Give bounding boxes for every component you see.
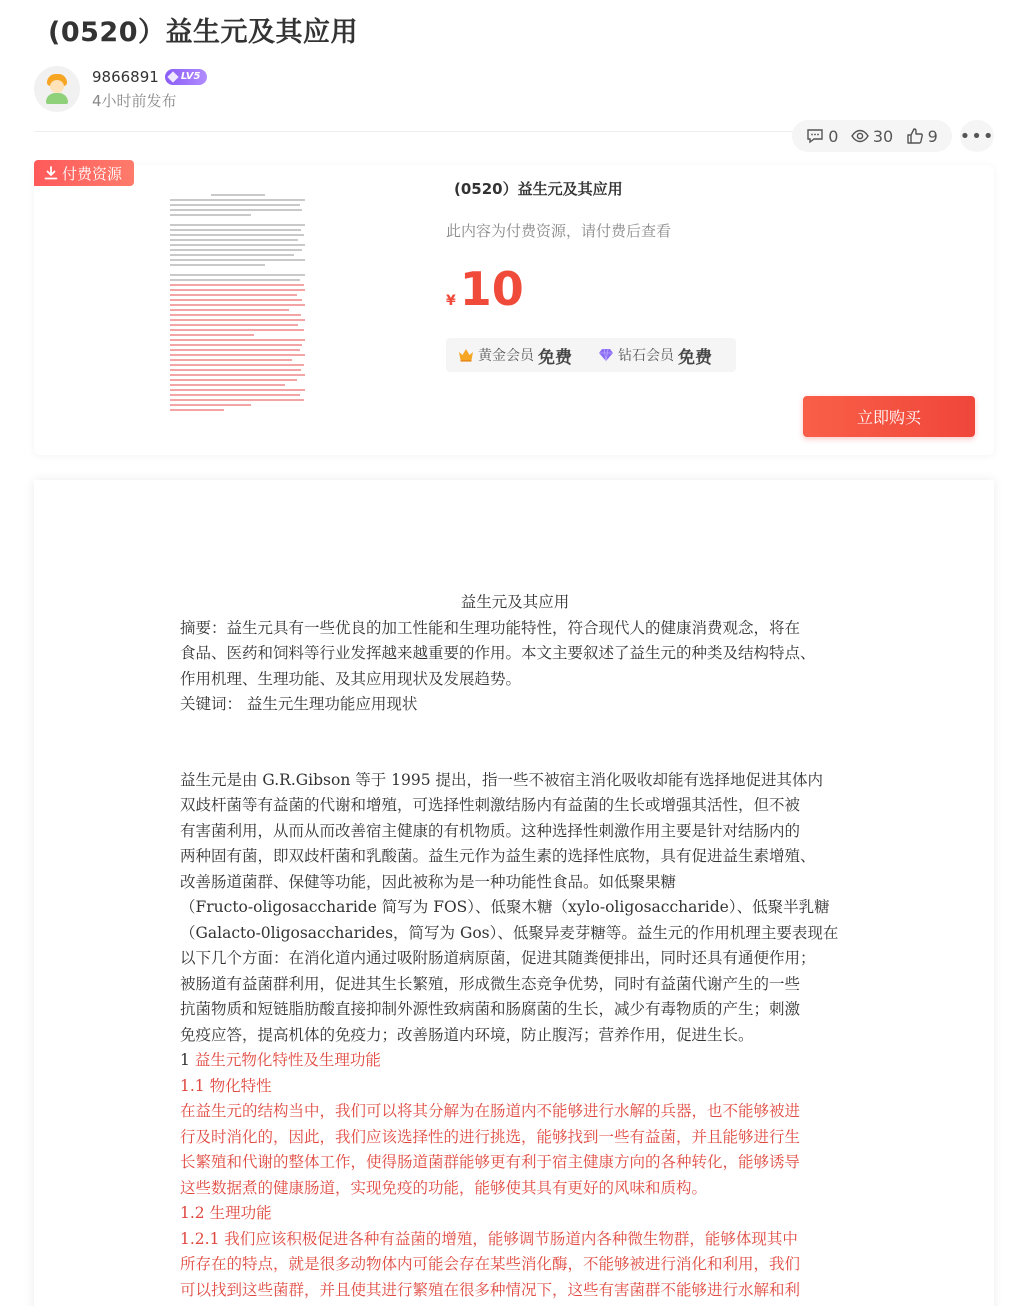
gem-icon [167,71,178,82]
thumbnail-text-line [170,274,305,276]
document-content [180,590,850,1303]
abstract-line: 食品、医药和饲料等行业发挥越来越重要的作用。本文主要叙述了益生元的种类及结构特点、 [180,644,816,662]
thumbnail-text-line [170,309,289,311]
thumbnail-text-line [170,349,300,351]
username[interactable]: 9866891 [92,67,159,86]
more-button[interactable] [960,120,994,152]
thumbnail-text-line [170,394,300,396]
thumbnail-text-line [170,234,304,236]
thumbnail-text-line [170,344,302,346]
thumbnail-text-line [170,204,300,206]
thumbnail-text-line [170,259,305,261]
gold-member-label: 黄金会员 [478,348,534,364]
thumbnail-text-line [170,299,302,301]
thumbnail-text-line [170,304,305,306]
thumbnail-page [170,194,305,409]
thumbnail-text-line [170,334,254,336]
section-line: 行及时消化的，因此，我们应该选择性的进行挑选，能够找到一些有益菌，并且能够进行生 [180,1127,801,1146]
price-value: 10 [459,262,524,316]
thumbnail-text-line [170,399,304,401]
thumbnail-text-line [170,319,305,321]
thumbnail-text-line [170,284,304,286]
body-line: 益生元是由 G.R.Gibson 等于 1995 提出，指一些不被宿主消化吸收却能有选择地促进其体内 [180,770,824,789]
resource-title: (0520）益生元及其应用 [454,180,623,198]
thumbnail-text-line [170,314,301,316]
thumbnail-text-line [170,264,265,266]
level-text: LV5 [180,71,201,82]
paid-tag-label: 付费资源 [62,164,123,183]
avatar[interactable] [34,66,80,112]
body-line: 双歧杆菌等有益菌的代谢和增殖，可选择性刺激结肠内有益菌的生长或增强其活性，但不被 [180,796,801,814]
gold-member-benefit[interactable] [458,343,572,368]
body-line: 免疫应答，提高机体的免疫力；改善肠道内环境，防止腹泻；营养作用，促进生长。 [180,1025,754,1044]
body-line: 抗菌物质和短链脂肪酸直接抑制外源性致病菌和肠腐菌的生长，减少有毒物质的产生；刺激 [180,1000,801,1018]
crown-icon [458,348,474,362]
thumbnail-text-line [170,369,301,371]
paid-resource-tag [34,160,134,186]
diamond-member-label: 钻石会员 [618,348,674,364]
thumbnail-text-line [170,239,298,241]
section-line: 在益生元的结构当中，我们可以将其分解为在肠道内不能够进行水解的兵器，也不能够被进 [180,1102,801,1120]
section-line: 这些数据煮的健康肠道，实现免疫的功能，能够使其具有更好的风味和质构。 [180,1178,708,1197]
author-block [34,65,207,113]
thumbnail-text-line [170,214,251,216]
abstract-line: 作用机理、生理功能、及其应用现状及发展趋势。 [180,669,522,688]
document-thumbnail[interactable] [40,178,420,440]
thumbnail-text-line [170,289,305,291]
body-line: 被肠道有益菌群利用，促进其生长繁殖，形成微生态竞争优势，同时有益菌代谢产生的一些 [180,974,801,993]
comment-icon [806,128,824,144]
thumbnail-text-line [170,249,302,251]
section-heading-1 [180,1048,850,1074]
section-number: 1 [180,1051,190,1069]
doc-title: 益生元及其应用 [460,593,570,611]
body-line: （Galacto-0ligosaccharides，简写为 Gos）、低聚异麦芽糖等。益生元的作用机理主要表现在 [180,923,839,942]
like-count: 9 [927,126,938,146]
thumbnail-text-line [170,379,297,381]
view-stat [851,127,893,146]
section-line: 所存在的特点，就是很多动物体内可能会存在某些消化酶，不能够被进行消化和利用，我们 [180,1255,801,1273]
view-count: 30 [872,126,894,146]
thumbnail-text-line [170,354,305,356]
thumbnail-text-line [170,374,305,376]
thumbnail-text-line [170,339,305,341]
thumbs-up-icon [906,128,924,144]
page-title: (0520）益生元及其应用 [48,17,358,48]
thumbnail-text-line [170,404,251,406]
comment-stat[interactable] [806,127,838,146]
thumbnail-text-line [170,279,300,281]
gold-member-free: 免费 [538,347,572,368]
thumbnail-text-line [170,294,297,296]
thumbnail-text-line [170,324,298,326]
keywords-line: 关键词： 益生元生理功能应用现状 [180,695,418,713]
thumbnail-text-line [170,364,304,366]
thumbnail-text-line [170,254,294,256]
download-icon [44,166,58,180]
document-preview [34,480,994,1306]
comment-count: 0 [828,126,839,146]
buy-now-button[interactable]: 立即购买 [803,396,975,437]
thumbnail-text-line [170,229,301,231]
currency-symbol: ¥ [446,293,456,309]
section-title: 益生元物化特性及生理功能 [194,1051,381,1069]
section-heading-1-2: 1.2 生理功能 [180,1204,272,1222]
section-heading-1-1: 1.1 物化特性 [180,1076,272,1095]
body-line: 两种固有菌，即双歧杆菌和乳酸菌。益生元作为益生素的选择性底物，具有促进益生素增殖、 [180,847,816,865]
thumbnail-text-line [170,244,305,246]
diamond-member-benefit[interactable] [598,343,712,368]
diamond-icon [598,348,614,362]
thumbnail-text-line [170,359,292,361]
thumbnail-text-line [170,389,305,391]
body-line: （Fructo-oligosaccharide 简写为 FOS）、低聚木糖（xylo-oligosaccharide）、低聚半乳糖 [180,898,830,916]
paid-note: 此内容为付费资源，请付费后查看 [446,222,672,240]
body-line: 有害菌利用，从而从而改善宿主健康的有机物质。这种选择性刺激作用主要是针对结肠内的 [180,821,801,840]
member-benefits [446,338,736,372]
section-line: 可以找到这些菌群，并且使其进行繁殖在很多种情况下，这些有害菌群不能够进行水解和利 [180,1280,801,1299]
header-divider [34,131,814,132]
thumbnail-text-line [170,199,305,201]
section-line: 1.2.1 我们应该积极促进各种有益菌的增殖，能够调节肠道内各种微生物群，能够体现其中 [180,1229,798,1248]
thumbnail-text-line [170,209,302,211]
publish-time: 4小时前发布 [92,91,177,110]
level-badge [165,69,207,85]
more-icon: ••• [959,125,995,147]
eye-icon [851,128,869,144]
thumbnail-text-line [170,224,305,226]
thumbnail-text-line [170,329,304,331]
like-stat[interactable] [906,127,938,146]
thumbnail-text-line [211,194,265,196]
abstract-line: 摘要：益生元具有一些优良的加工性能和生理功能特性，符合现代人的健康消费观念，将在 [180,618,801,637]
stats-bar [792,120,952,152]
thumbnail-text-line [170,384,285,386]
section-line: 长繁殖和代谢的整体工作，使得肠道菌群能够更有利于宿主健康方向的各种转化，能够诱导 [180,1153,801,1171]
body-line: 改善肠道菌群、保健等功能，因此被称为是一种功能性食品。如低聚果糖 [180,872,677,891]
body-line: 以下几个方面：在消化道内通过吸附肠道病原菌，促进其随粪便排出，同时还具有通便作用； [180,949,816,967]
avatar-icon [44,74,70,104]
price [446,262,524,316]
diamond-member-free: 免费 [678,347,712,368]
thumbnail-text-line [170,409,224,411]
